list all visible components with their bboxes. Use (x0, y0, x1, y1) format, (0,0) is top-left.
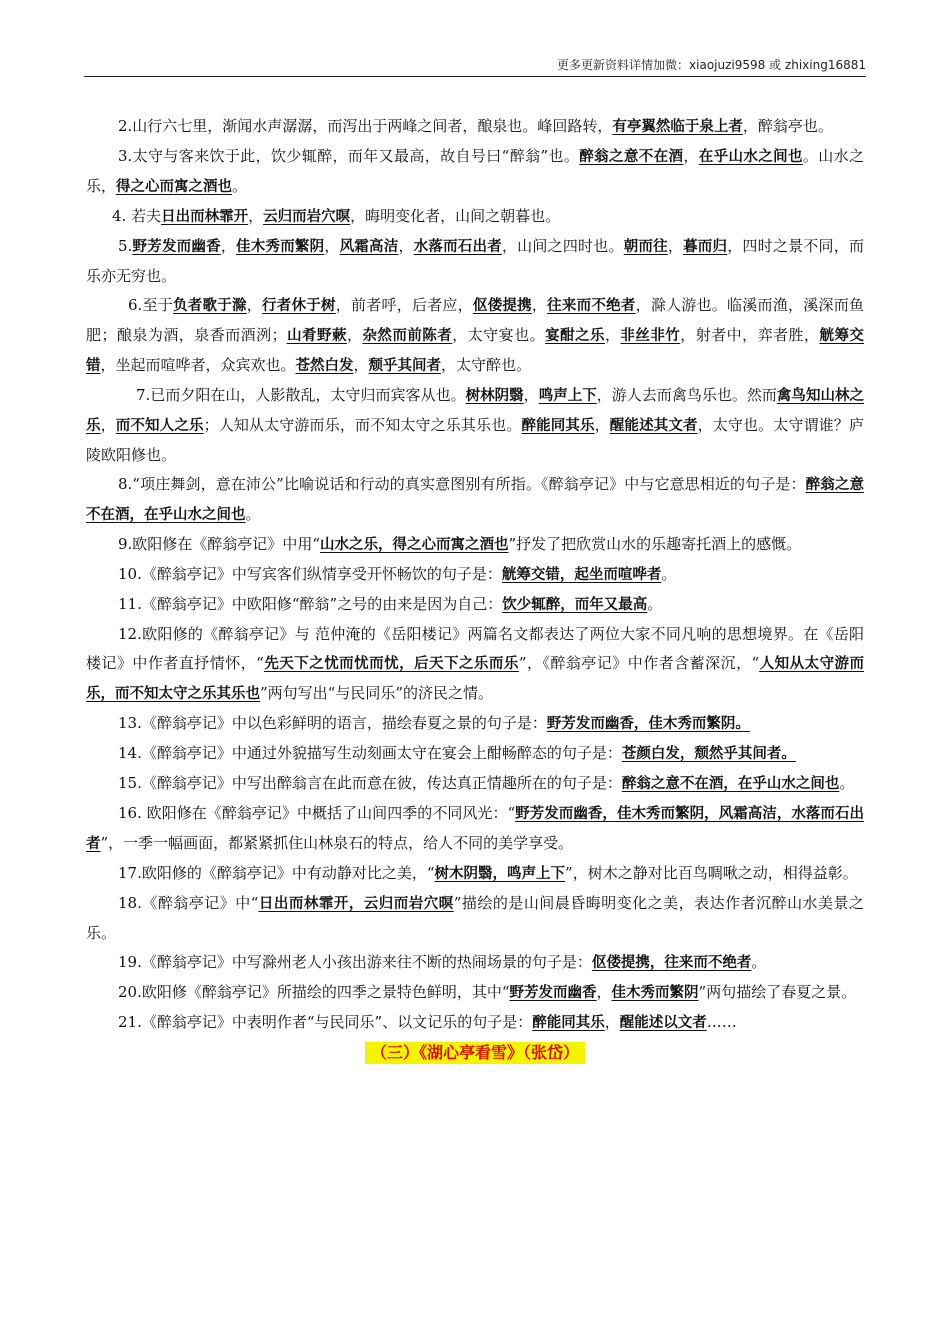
answer-highlight: 醉翁之意不在酒 (579, 149, 684, 165)
paragraph-text: 。 (661, 565, 677, 583)
paragraph-text: ，游人去而禽鸟乐也。然而 (596, 386, 777, 404)
paragraph-text: ，醉翁亭也。 (742, 117, 833, 135)
answer-highlight: 野芳发而幽香，佳木秀而繁阴，风霜高洁，水落而石出者 (86, 806, 865, 852)
paragraph-text: 12.欧阳修的《醉翁亭记》与 范仲淹的《岳阳楼记》两篇名文都表达了两位大家不同凡响的思想境界。在《岳阳楼记》中作者直抒情怀，“ (86, 625, 864, 672)
answer-highlight: 苍然白发 (295, 358, 354, 374)
paragraph-text: ”，一季一幅画面，都紧紧抓住山林泉石的特点，给人不同的美学享受。 (100, 834, 574, 852)
paragraph-text: ， (604, 326, 621, 344)
paragraph-text: ，滁人游也。临溪而渔，溪深而鱼肥；酿泉为酒，泉香而酒洌； (86, 296, 864, 344)
answer-highlight: 伛偻提携，往来而不绝者 (591, 955, 752, 971)
answer-highlight: 鸣声上下 (538, 388, 597, 404)
paragraph-text: ， (667, 237, 684, 255)
answer-highlight: 人知从太守游而乐，而不知太守之乐其乐也 (86, 656, 865, 702)
answer-highlight: 行者休于树 (262, 298, 336, 314)
paragraph-list (86, 112, 864, 1038)
paragraph-text: 14.《醉翁亭记》中通过外貌描写生动刻画太守在宴会上酣畅醉态的句子是： (118, 744, 622, 762)
answer-highlight: 日出而林霏开，云归而岩穴暝 (258, 896, 454, 912)
paragraph-text: ”，《醉翁亭记》中作者含蓄深沉，“ (518, 654, 760, 672)
paragraph-text: ， (248, 207, 264, 225)
question-paragraph (86, 739, 864, 769)
answer-highlight: 饮少辄醉，而年又最高 (502, 597, 648, 613)
question-paragraph (86, 112, 864, 142)
question-paragraph (86, 530, 864, 560)
paragraph-text: ， (246, 296, 263, 314)
question-paragraph (86, 620, 864, 709)
paragraph-text: ”，树木之静对比百鸟啁啾之动，相得益彰。 (565, 864, 858, 882)
paragraph-text: ，太守也。太守谓谁？庐陵欧阳修也。 (86, 416, 864, 464)
answer-highlight: 醉翁之意不在酒，在乎山水之间也 (621, 776, 840, 792)
answer-highlight: 在乎山水之间也 (698, 149, 803, 165)
question-paragraph (86, 799, 864, 859)
paragraph-text: 2.山行六七里，渐闻水声潺潺，而泻出于两峰之间者，酿泉也。峰回路转， (118, 117, 613, 135)
answer-highlight: 负者歌于滁 (173, 298, 247, 314)
answer-highlight: 山肴野蔌 (286, 328, 347, 344)
answer-highlight: 野芳发而幽香 (132, 239, 221, 255)
paragraph-text: 20.欧阳修《醉翁亭记》所描绘的四季之景特色鲜明，其中“ (118, 983, 510, 1001)
paragraph-text: 4. 若夫 (112, 207, 162, 225)
question-paragraph (86, 232, 864, 291)
paragraph-text: 10.《醉翁亭记》中写宾客们纵情享受开怀畅饮的句子是： (118, 565, 502, 583)
paragraph-text: 。 (751, 953, 767, 971)
question-paragraph (86, 709, 864, 739)
paragraph-text: 。 (839, 774, 855, 792)
paragraph-text: ”描绘的是山间晨昏晦明变化之美，表达作者沉醉山水美景之乐。 (86, 894, 865, 942)
paragraph-text: 19.《醉翁亭记》中写滁州老人小孩出游来往不断的热闹场景的句子是： (118, 953, 592, 971)
question-paragraph (86, 769, 864, 799)
answer-highlight: 树林阴翳 (465, 388, 524, 404)
paragraph-text: 7.已而夕阳在山，人影散乱，太守归而宾客从也。 (136, 386, 466, 404)
paragraph-text: 17.欧阳修的《醉翁亭记》中有动静对比之美，“ (118, 864, 435, 882)
paragraph-text: 9.欧阳修在《醉翁亭记》中用“ (118, 535, 320, 553)
question-paragraph (86, 470, 864, 530)
paragraph-text: 3.太守与客来饮于此，饮少辄醉，而年又最高，故自号曰“醉翁”也。 (118, 147, 580, 165)
paragraph-text: 13.《醉翁亭记》中以色彩鲜明的语言，描绘春夏之景的句子是： (118, 714, 547, 732)
answer-highlight: 佳木秀而繁阴 (611, 985, 699, 1001)
paragraph-text: ，太守醉也。 (441, 356, 532, 374)
answer-highlight: 禽鸟知山林之乐 (86, 388, 864, 434)
answer-highlight: 先天下之忧而忧而忧，后天下之乐而乐 (263, 656, 519, 672)
paragraph-text: 。 (647, 595, 663, 613)
question-paragraph (86, 142, 864, 202)
page-header (84, 56, 866, 73)
question-paragraph (86, 291, 864, 381)
paragraph-text: …… (706, 1013, 737, 1031)
header-divider (84, 76, 866, 77)
paragraph-text: ，坐起而喧哗者，众宾欢也。 (100, 356, 296, 374)
paragraph-text: ，晦明变化者，山间之朝暮也。 (350, 207, 561, 225)
paragraph-text: ， (683, 147, 699, 165)
paragraph-text: 16. 欧阳修在《醉翁亭记》中概括了山间四季的不同风光：“ (118, 804, 516, 822)
answer-highlight: 杂然而前陈者 (362, 328, 453, 344)
paragraph-text: ，太守宴也。 (452, 326, 546, 344)
section-title: （三）《湖心亭看雪》（张岱） (365, 1042, 585, 1064)
question-paragraph (86, 859, 864, 889)
paragraph-text: ， (531, 296, 548, 314)
answer-highlight: 水落而石出者 (413, 239, 502, 255)
paragraph-text: ”两句写出“与民同乐”的济民之情。 (260, 684, 494, 702)
answer-highlight: 宴酣之乐 (545, 328, 605, 344)
answer-highlight: 野芳发而幽香 (509, 985, 597, 1001)
paragraph-text: 。 (245, 505, 261, 523)
paragraph-text: ， (220, 237, 237, 255)
answer-highlight: 伛偻提携 (472, 298, 532, 314)
paragraph-text: ，前者呼，后者应， (335, 296, 473, 314)
paragraph-text: ”抒发了把欣赏山水的乐趣寄托酒上的感慨。 (508, 535, 802, 553)
answer-highlight: 颓乎其间者 (368, 358, 442, 374)
answer-highlight: 觥筹交错 (86, 328, 864, 374)
question-paragraph (86, 202, 864, 232)
paragraph-text: 5. (118, 237, 133, 255)
answer-highlight: 风霜高洁 (339, 239, 399, 255)
header-contact-text: 更多更新资料详情加微：xiaojuzi9598 或 zhixing16881 (557, 58, 866, 72)
question-paragraph (86, 978, 864, 1008)
document-body (86, 112, 864, 1064)
paragraph-text: ， (398, 237, 414, 255)
paragraph-text: ， (596, 983, 612, 1001)
answer-highlight: 而不知人之乐 (115, 418, 204, 434)
paragraph-text: ， (594, 416, 610, 434)
answer-highlight: 醉能同其乐 (521, 418, 595, 434)
question-paragraph (86, 948, 864, 978)
paragraph-text: 11.《醉翁亭记》中欧阳修“醉翁”之号的由来是因为自己： (118, 595, 503, 613)
paragraph-text: ， (100, 416, 116, 434)
paragraph-text: ，射者中，弈者胜， (680, 326, 820, 344)
answer-highlight: 佳木秀而繁阴 (236, 239, 325, 255)
paragraph-text: 21.《醉翁亭记》中表明作者“与民同乐”、以文记乐的句子是： (118, 1013, 533, 1031)
paragraph-text: 6.至于 (128, 296, 174, 314)
answer-highlight: 往来而不绝者 (547, 298, 636, 314)
answer-highlight: 醒能述以文者 (619, 1015, 707, 1031)
answer-highlight: 云归而岩穴暝 (263, 209, 351, 225)
answer-highlight: 醉能同其乐 (532, 1015, 605, 1031)
answer-highlight: 得之心而寓之酒也 (116, 179, 233, 195)
answer-highlight: 觥筹交错，起坐而喧哗者 (501, 567, 662, 583)
paragraph-text: ， (346, 326, 363, 344)
paragraph-text: 。 (232, 177, 248, 195)
answer-highlight: 非丝非竹 (620, 328, 681, 344)
answer-highlight: 暮而归 (683, 239, 728, 255)
paragraph-text: ， (324, 237, 340, 255)
answer-highlight: 有亭翼然临于泉上者 (612, 119, 743, 135)
paragraph-text: ， (604, 1013, 620, 1031)
paragraph-text: ；人知从太守游而乐，而不知太守之乐其乐也。 (203, 416, 522, 434)
answer-highlight: 山水之乐，得之心而寓之酒也 (319, 537, 509, 553)
answer-highlight: 树木阴翳，鸣声上下 (434, 866, 566, 882)
paragraph-text: 15.《醉翁亭记》中写出醉翁言在此而意在彼，传达真正情趣所在的句子是： (118, 774, 622, 792)
question-paragraph (86, 560, 864, 590)
answer-highlight: 苍颜白发，颓然乎其间者。 (621, 746, 796, 762)
paragraph-text: ， (353, 356, 369, 374)
answer-highlight: 朝而往 (623, 239, 668, 255)
question-paragraph (86, 381, 864, 470)
paragraph-text: ”两句描绘了春夏之景。 (698, 983, 857, 1001)
answer-highlight: 醒能述其文者 (609, 418, 698, 434)
answer-highlight: 野芳发而幽香，佳木秀而繁阴。 (546, 716, 750, 732)
paragraph-text: 18.《醉翁亭记》中“ (118, 894, 259, 912)
answer-highlight: 醉翁之意不在酒，在乎山水之间也 (86, 477, 864, 523)
question-paragraph (86, 1008, 864, 1038)
paragraph-text: ，四时之景不同，而乐亦无穷也。 (86, 237, 864, 285)
question-paragraph (86, 590, 864, 620)
paragraph-text: 。山水之乐， (86, 147, 864, 195)
question-paragraph (86, 889, 864, 948)
paragraph-text: 8.“项庄舞剑，意在沛公”比喻说话和行动的真实意图别有所指。《醉翁亭记》中与它意思相近的句子是： (118, 475, 806, 493)
paragraph-text: ， (523, 386, 539, 404)
answer-highlight: 日出而林霏开 (161, 209, 249, 225)
paragraph-text: ，山间之四时也。 (501, 237, 624, 255)
